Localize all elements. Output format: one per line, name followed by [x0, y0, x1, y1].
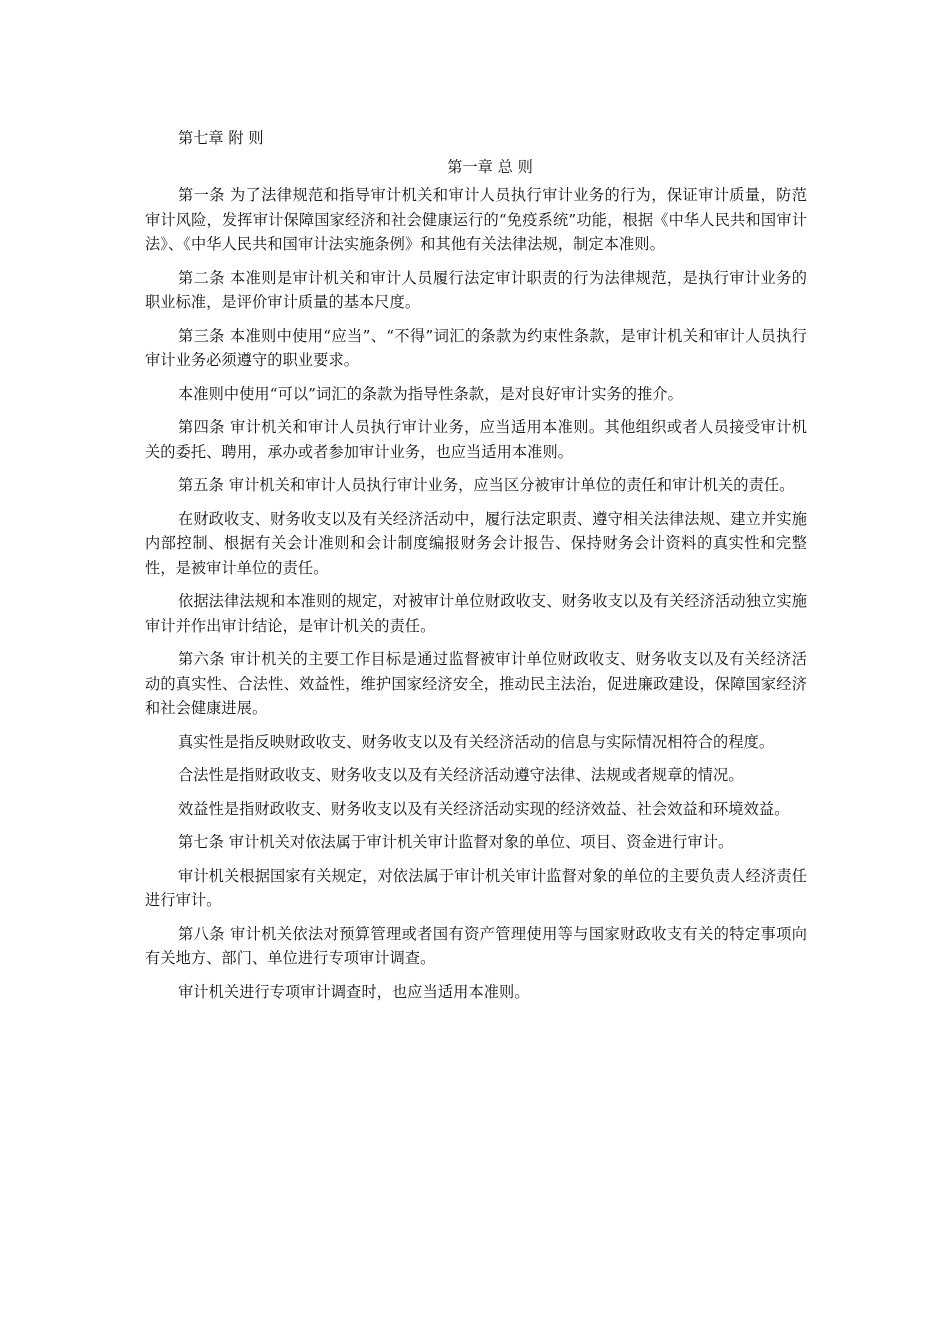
paragraph-economic-responsibility: 审计机关根据国家有关规定，对依法属于审计机关审计监督对象的单位的主要负责人经济责任进行审计。 [145, 866, 807, 909]
paragraph-authenticity: 真实性是指反映财政收支、财务收支以及有关经济活动的信息与实际情况相符合的程度。 [178, 732, 775, 751]
paragraph-special-investigation: 审计机关进行专项审计调查时，也应当适用本准则。 [178, 982, 530, 1001]
chapter-one-heading: 第一章 总 则 [447, 157, 533, 176]
paragraph-auditee-responsibility: 在财政收支、财务收支以及有关经济活动中，履行法定职责、遵守相关法律法规、建立并实施内部控制、根据有关会计准则和会计制度编报财务会计报告、保持财务会计资料的真实性和完整性，是被审计单位的责任。 [145, 509, 807, 577]
paragraph-article-8: 第八条 审计机关依法对预算管理或者国有资产管理使用等与国家财政收支有关的特定事项向有关地方、部门、单位进行专项审计调查。 [145, 924, 807, 967]
paragraph-article-7: 第七条 审计机关对依法属于审计机关审计监督对象的单位、项目、资金进行审计。 [178, 833, 734, 851]
paragraph-legality: 合法性是指财政收支、财务收支以及有关经济活动遵守法律、法规或者规章的情况。 [178, 766, 744, 784]
document-body [145, 126, 807, 1004]
paragraph-effectiveness: 效益性是指财政收支、财务收支以及有关经济活动实现的经济效益、社会效益和环境效益。 [178, 799, 790, 818]
paragraph-article-4: 第四条 审计机关和审计人员执行审计业务，应当适用本准则。其他组织或者人员接受审计机关的委托、聘用，承办或者参加审计业务，也应当适用本准则。 [145, 418, 807, 461]
paragraph-guidance-clause: 本准则中使用“可以”词汇的条款为指导性条款，是对良好审计实务的推介。 [178, 384, 683, 403]
paragraph-article-5: 第五条 审计机关和审计人员执行审计业务，应当区分被审计单位的责任和审计机关的责任。 [178, 476, 795, 494]
paragraph-article-6: 第六条 审计机关的主要工作目标是通过监督被审计单位财政收支、财务收支以及有关经济活动的真实性、合法性、效益性，维护国家经济安全，推动民主法治，促进廉政建设，保障国家经济和社会健康进展。 [145, 650, 807, 717]
chapter-seven-heading: 第七章 附 则 [178, 129, 264, 147]
paragraph-article-1: 第一条 为了法律规范和指导审计机关和审计人员执行审计业务的行为，保证审计质量，防范审计风险，发挥审计保障国家经济和社会健康运行的“免疫系统”功能，根据《中华人民共和国审计法》、《中华人民共和国审计法实施条例》和其他有关法律法规，制定本准则。 [145, 186, 807, 253]
paragraph-auditor-responsibility: 依据法律法规和本准则的规定，对被审计单位财政收支、财务收支以及有关经济活动独立实施审计并作出审计结论，是审计机关的责任。 [145, 592, 807, 635]
paragraph-article-3: 第三条 本准则中使用“应当”、“不得”词汇的条款为约束性条款，是审计机关和审计人员执行审计业务必须遵守的职业要求。 [145, 326, 807, 369]
paragraph-article-2: 第二条 本准则是审计机关和审计人员履行法定审计职责的行为法律规范，是执行审计业务的职业标准，是评价审计质量的基本尺度。 [145, 268, 807, 311]
